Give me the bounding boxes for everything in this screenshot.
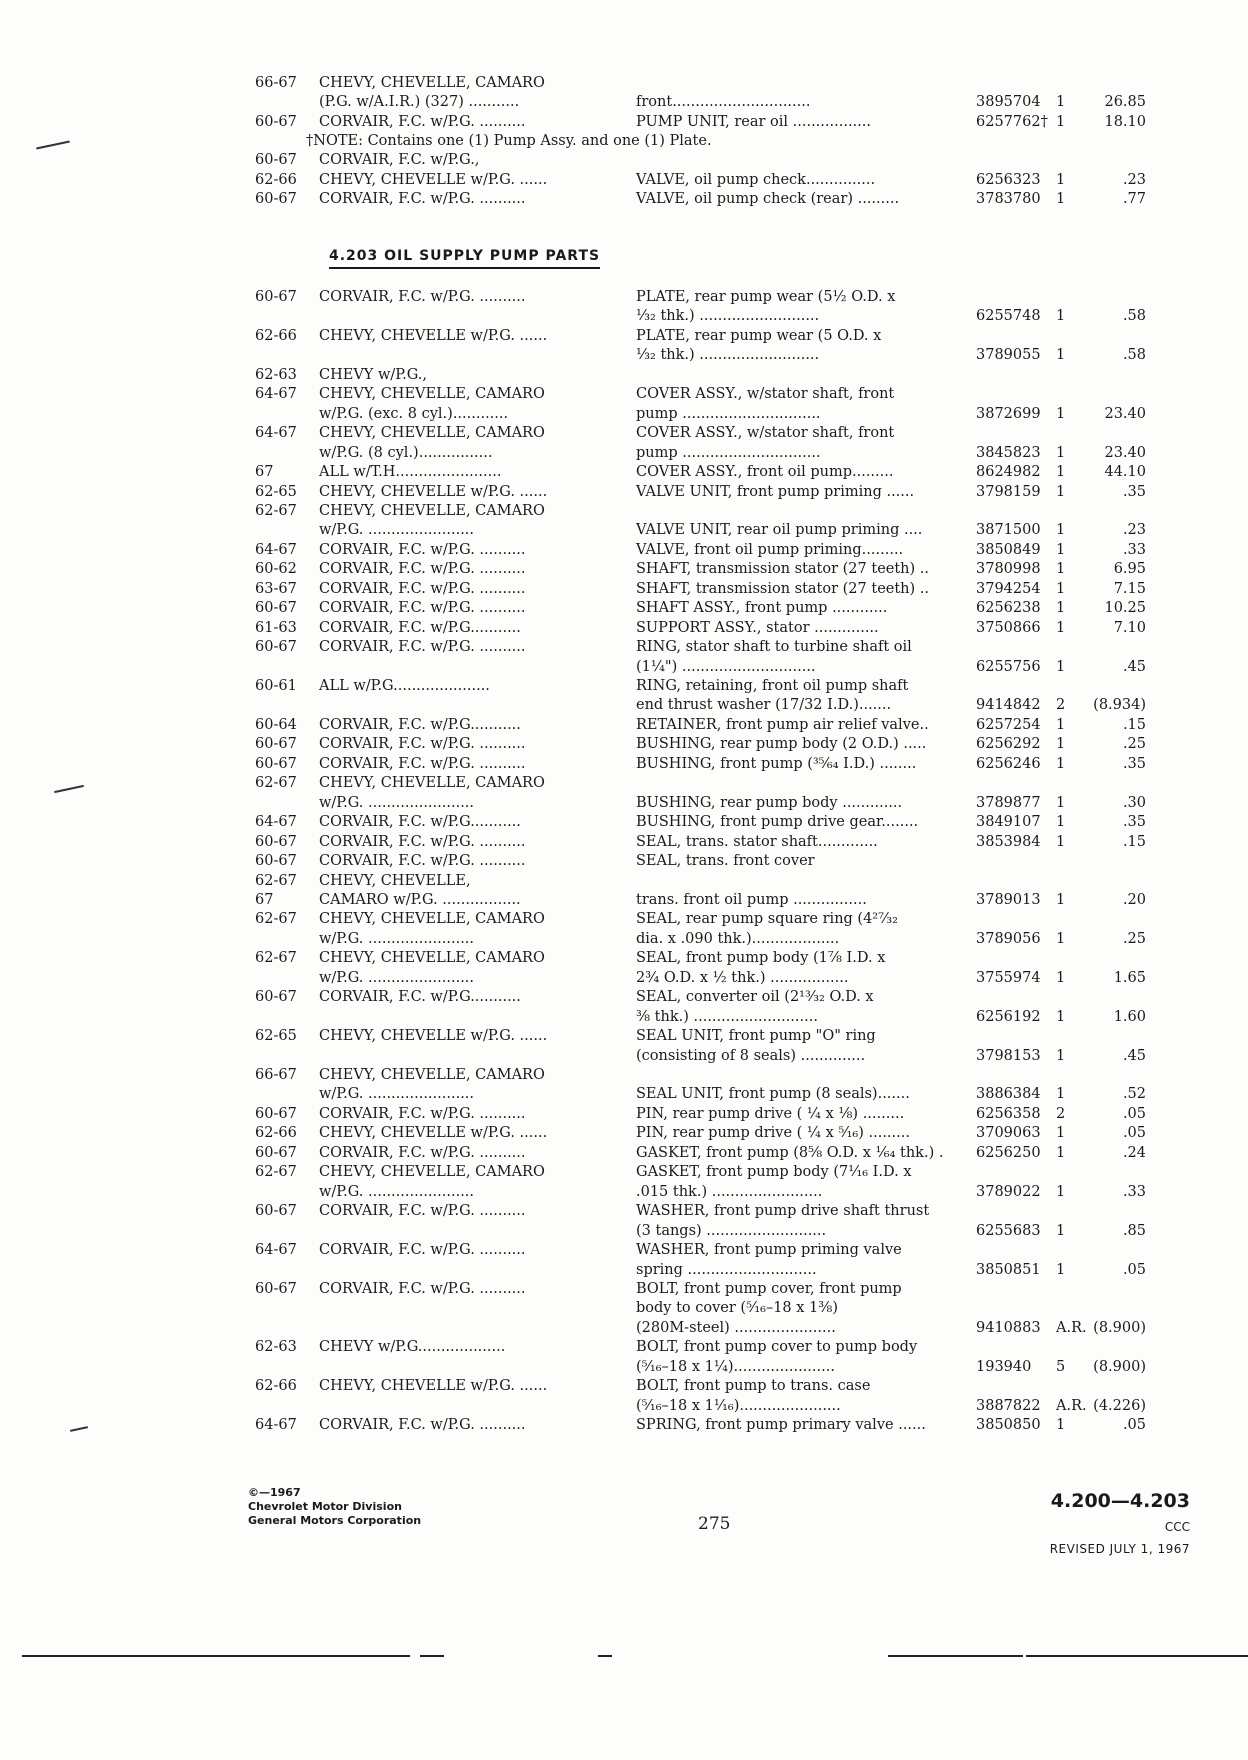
price-cell: .52 [1122, 1086, 1146, 1103]
part-number-cell: 6257762† [976, 113, 1048, 130]
part-number-cell: 3845823 [976, 444, 1041, 461]
years-cell: 62-67 [255, 950, 297, 967]
model-cell: CORVAIR, F.C. w/P.G. .......... [319, 1105, 526, 1122]
price-cell: .35 [1122, 483, 1146, 500]
copyright: ©—1967 [248, 1486, 301, 1499]
quantity-cell: 1 [1056, 814, 1066, 831]
part-number-cell: 3871500 [976, 522, 1041, 539]
price-cell: .33 [1122, 541, 1146, 558]
part-number-cell: 6256192 [976, 1008, 1041, 1025]
part-number-cell: 3872699 [976, 405, 1041, 422]
quantity-cell: 1 [1056, 1125, 1066, 1142]
model-cell: CHEVY, CHEVELLE, CAMARO [319, 775, 545, 792]
description-cell: PLATE, rear pump wear (5½ O.D. x [636, 289, 896, 305]
model-cell: CORVAIR, F.C. w/P.G. .......... [319, 600, 526, 617]
quantity-cell: 2 [1056, 1105, 1066, 1122]
years-cell: 60-67 [255, 600, 297, 617]
price-cell: .05 [1122, 1125, 1146, 1142]
years-cell: 64-67 [255, 1417, 297, 1434]
price-cell: .23 [1122, 171, 1146, 188]
model-cell: CHEVY, CHEVELLE, [319, 872, 471, 889]
quantity-cell: 1 [1056, 1086, 1066, 1103]
description-cell: VALVE, front oil pump priming......... [636, 541, 904, 558]
description-cell: VALVE, oil pump check (rear) ......... [636, 190, 900, 207]
price-cell: (4.226) [1093, 1397, 1146, 1414]
model-cell: CORVAIR, F.C. w/P.G. .......... [319, 1280, 526, 1297]
model-cell: CHEVY, CHEVELLE, CAMARO [319, 425, 545, 442]
years-cell: 60-67 [255, 853, 297, 870]
part-number-cell: 6255748 [976, 308, 1041, 325]
model-cell: CORVAIR, F.C. w/P.G. .......... [319, 1242, 526, 1259]
description-cell: ⅓₂ thk.) .......................... [636, 347, 820, 364]
quantity-cell: 1 [1056, 190, 1066, 207]
model-cell: CORVAIR, F.C. w/P.G. .......... [319, 541, 526, 558]
model-cell: CHEVY, CHEVELLE, CAMARO [319, 1164, 545, 1181]
bottom-rule-left [22, 1655, 410, 1657]
years-cell: 64-67 [255, 386, 297, 403]
part-number-cell: 6256238 [976, 600, 1041, 617]
years-cell: 64-67 [255, 814, 297, 831]
model-cell: CHEVY, CHEVELLE, CAMARO [319, 950, 545, 967]
description-cell: BUSHING, rear pump body (2 O.D.) ..... [636, 736, 927, 753]
model-cell: CHEVY, CHEVELLE w/P.G. ...... [319, 1125, 548, 1142]
model-cell: ALL w/P.G..................... [319, 678, 490, 694]
price-cell: .15 [1122, 716, 1146, 733]
quantity-cell: 1 [1056, 600, 1066, 617]
description-cell: spring ............................ [636, 1261, 817, 1278]
years-cell: 60-61 [255, 678, 297, 694]
years-cell: 62-63 [255, 1339, 297, 1356]
model-cell: CORVAIR, F.C. w/P.G. .......... [319, 853, 526, 870]
publisher-block [248, 1486, 421, 1528]
corporation-name: General Motors Corporation [248, 1514, 422, 1527]
model-cell: ALL w/T.H....................... [319, 464, 502, 481]
part-number-cell: 6256246 [976, 755, 1041, 772]
description-cell: pump .............................. [636, 444, 821, 461]
description-cell: end thrust washer (17/32 I.D.)....... [636, 697, 892, 714]
part-number-cell: 6255756 [976, 658, 1041, 675]
description-cell: ⅓₂ thk.) .......................... [636, 308, 820, 325]
part-number-cell: 3789022 [976, 1183, 1041, 1200]
description-cell: (1¼") ............................. [636, 658, 816, 675]
quantity-cell: 1 [1056, 1222, 1066, 1239]
description-cell: SEAL, converter oil (2¹³⁄₃₂ O.D. x [636, 989, 874, 1006]
years-cell: 60-67 [255, 989, 297, 1006]
years-cell: 62-66 [255, 1125, 297, 1142]
quantity-cell: 1 [1056, 736, 1066, 753]
quantity-cell: 1 [1056, 1008, 1066, 1025]
price-cell: 18.10 [1104, 113, 1146, 130]
part-number-cell: 3789877 [976, 794, 1041, 811]
model-cell: CHEVY w/P.G................... [319, 1339, 506, 1356]
part-number-cell: 6256358 [976, 1105, 1041, 1122]
part-number-cell: 3783780 [976, 190, 1041, 207]
model-cell: w/P.G. ....................... [319, 969, 475, 986]
bottom-rule-mid [888, 1655, 1023, 1657]
description-cell: PIN, rear pump drive ( ¼ x ⅛) ......... [636, 1105, 905, 1122]
price-cell: .58 [1122, 347, 1146, 364]
description-cell: SEAL, rear pump square ring (4²⁷⁄₃₂ [636, 911, 898, 928]
model-cell: CHEVY, CHEVELLE, CAMARO [319, 75, 545, 91]
description-cell: (280M-steel) ...................... [636, 1319, 836, 1336]
years-cell: 60-67 [255, 152, 297, 169]
quantity-cell: 1 [1056, 1417, 1066, 1434]
description-cell: COVER ASSY., w/stator shaft, front [636, 386, 895, 403]
model-cell: w/P.G. ....................... [319, 1086, 475, 1103]
description-cell: .015 thk.) ........................ [636, 1183, 823, 1200]
page-number: 275 [698, 1514, 731, 1534]
model-cell: CORVAIR, F.C. w/P.G., [319, 152, 480, 169]
section-info [1010, 1490, 1190, 1556]
description-cell: GASKET, front pump body (7⅟₁₆ I.D. x [636, 1164, 912, 1181]
model-cell: CHEVY, CHEVELLE, CAMARO [319, 1067, 545, 1083]
model-cell: CHEVY, CHEVELLE, CAMARO [319, 386, 545, 403]
price-cell: .05 [1122, 1105, 1146, 1122]
part-number-cell: 3789056 [976, 930, 1041, 947]
model-cell: CHEVY w/P.G., [319, 366, 427, 383]
price-cell: (8.900) [1093, 1319, 1146, 1336]
description-cell: PLATE, rear pump wear (5 O.D. x [636, 327, 882, 344]
description-cell: dia. x .090 thk.)................... [636, 930, 840, 947]
model-cell: CORVAIR, F.C. w/P.G. .......... [319, 289, 526, 305]
years-cell: 60-67 [255, 190, 297, 207]
years-cell: 62-67 [255, 502, 297, 519]
price-cell: .15 [1122, 833, 1146, 850]
part-number-cell: 6256292 [976, 736, 1041, 753]
quantity-cell: 1 [1056, 580, 1066, 597]
part-number-cell: 193940 [976, 1358, 1032, 1375]
quantity-cell: 1 [1056, 619, 1066, 636]
part-number-cell: 3850849 [976, 541, 1041, 558]
bottom-rule-dash-small [598, 1655, 612, 1657]
description-cell: VALVE UNIT, rear oil pump priming .... [636, 522, 923, 539]
part-number-cell: 9410883 [976, 1319, 1041, 1336]
revision-date: REVISED JULY 1, 1967 [1049, 1542, 1190, 1556]
price-cell: .45 [1122, 658, 1146, 675]
price-cell: (8.934) [1093, 697, 1146, 714]
model-cell: CORVAIR, F.C. w/P.G. .......... [319, 639, 526, 656]
description-cell: SUPPORT ASSY., stator .............. [636, 619, 879, 636]
description-cell: VALVE UNIT, front pump priming ...... [636, 483, 915, 500]
years-cell: 62-67 [255, 775, 297, 792]
quantity-cell: 1 [1056, 794, 1066, 811]
part-number-cell: 3789013 [976, 891, 1041, 908]
years-cell: 62-63 [255, 366, 297, 383]
part-number-cell: 3895704 [976, 94, 1041, 111]
quantity-cell: 1 [1056, 113, 1066, 130]
price-cell: .45 [1122, 1047, 1146, 1064]
part-number-cell: 3849107 [976, 814, 1041, 831]
description-cell: body to cover (⁵⁄₁₆–18 x 1⅜) [636, 1300, 838, 1317]
description-cell: WASHER, front pump drive shaft thrust [636, 1203, 930, 1220]
model-cell: CHEVY, CHEVELLE w/P.G. ...... [319, 171, 548, 188]
description-cell: BOLT, front pump cover to pump body [636, 1339, 918, 1356]
price-cell: .05 [1122, 1261, 1146, 1278]
model-cell: CHEVY, CHEVELLE w/P.G. ...... [319, 1028, 548, 1045]
quantity-cell: 1 [1056, 94, 1066, 111]
model-cell: CHEVY, CHEVELLE w/P.G. ...... [319, 1378, 548, 1395]
section-title: 4.203 OIL SUPPLY PUMP PARTS [329, 248, 600, 269]
description-cell: COVER ASSY., w/stator shaft, front [636, 425, 895, 442]
description-cell: SEAL, trans. stator shaft............. [636, 833, 878, 850]
years-cell: 60-67 [255, 1203, 297, 1220]
price-cell: 10.25 [1104, 600, 1146, 617]
quantity-cell: 5 [1056, 1358, 1066, 1375]
description-cell: RING, retaining, front oil pump shaft [636, 678, 909, 694]
description-cell: pump .............................. [636, 405, 821, 422]
quantity-cell: 1 [1056, 833, 1066, 850]
description-cell: BUSHING, front pump drive gear........ [636, 814, 919, 831]
description-cell: PIN, rear pump drive ( ¼ x ⁵⁄₁₆) ......... [636, 1125, 910, 1142]
model-cell: CORVAIR, F.C. w/P.G........... [319, 619, 521, 636]
model-cell: CHEVY, CHEVELLE, CAMARO [319, 911, 545, 928]
model-cell: CORVAIR, F.C. w/P.G........... [319, 814, 521, 831]
part-number-cell: 3886384 [976, 1086, 1041, 1103]
years-cell: 60-64 [255, 716, 297, 733]
years-cell: 66-67 [255, 75, 297, 91]
model-cell: w/P.G. ....................... [319, 930, 475, 947]
price-cell: .24 [1122, 1144, 1146, 1161]
years-cell: 60-67 [255, 1105, 297, 1122]
price-cell: 26.85 [1104, 94, 1146, 111]
description-cell: BOLT, front pump to trans. case [636, 1378, 871, 1395]
description-cell: SHAFT, transmission stator (27 teeth) .. [636, 561, 930, 578]
price-cell: 23.40 [1104, 405, 1146, 422]
model-cell: CORVAIR, F.C. w/P.G. .......... [319, 833, 526, 850]
model-cell: CORVAIR, F.C. w/P.G. .......... [319, 113, 526, 130]
binder-mark [36, 140, 70, 149]
quantity-cell: 1 [1056, 541, 1066, 558]
years-cell: 60-67 [255, 1144, 297, 1161]
years-cell: 60-62 [255, 561, 297, 578]
model-cell: CORVAIR, F.C. w/P.G. .......... [319, 1417, 526, 1434]
description-cell: BOLT, front pump cover, front pump [636, 1280, 902, 1297]
price-cell: 1.60 [1113, 1008, 1146, 1025]
part-number-cell: 9414842 [976, 697, 1041, 714]
price-cell: 7.15 [1113, 580, 1146, 597]
years-cell: 60-67 [255, 289, 297, 305]
years-cell: 63-67 [255, 580, 297, 597]
binder-mark [70, 1426, 88, 1432]
price-cell: .25 [1122, 930, 1146, 947]
division-name: Chevrolet Motor Division [248, 1500, 402, 1513]
section-code: 4.200—4.203 [1050, 1490, 1190, 1512]
binder-mark [54, 785, 84, 793]
years-cell: 62-67 [255, 911, 297, 928]
quantity-cell: 1 [1056, 444, 1066, 461]
price-cell: .35 [1122, 755, 1146, 772]
quantity-cell: 1 [1056, 347, 1066, 364]
model-cell: CORVAIR, F.C. w/P.G. .......... [319, 736, 526, 753]
model-cell: CORVAIR, F.C. w/P.G. .......... [319, 755, 526, 772]
quantity-cell: 1 [1056, 308, 1066, 325]
model-cell: w/P.G. ....................... [319, 794, 475, 811]
price-cell: 1.65 [1113, 969, 1146, 986]
quantity-cell: 1 [1056, 522, 1066, 539]
description-cell: front.............................. [636, 94, 811, 111]
description-cell: VALVE, oil pump check............... [636, 171, 876, 188]
quantity-cell: 1 [1056, 464, 1066, 481]
quantity-cell: 1 [1056, 483, 1066, 500]
description-cell: SPRING, front pump primary valve ...... [636, 1417, 926, 1434]
description-cell: (⁵⁄₁₆–18 x 1¼)...................... [636, 1358, 835, 1375]
description-cell: PUMP UNIT, rear oil ................. [636, 113, 871, 130]
description-cell: SEAL UNIT, front pump (8 seals)....... [636, 1086, 910, 1103]
model-cell: CORVAIR, F.C. w/P.G........... [319, 716, 521, 733]
part-number-cell: 3850851 [976, 1261, 1041, 1278]
description-cell: 2¾ O.D. x ½ thk.) ................. [636, 969, 849, 986]
part-number-cell: 6256250 [976, 1144, 1041, 1161]
description-cell: RETAINER, front pump air relief valve.. [636, 716, 929, 733]
quantity-cell: 1 [1056, 561, 1066, 578]
quantity-cell: 1 [1056, 1144, 1066, 1161]
description-cell: trans. front oil pump ................ [636, 891, 867, 908]
quantity-cell: 1 [1056, 658, 1066, 675]
part-number-cell: 3789055 [976, 347, 1041, 364]
price-cell: .35 [1122, 814, 1146, 831]
years-cell: 67 [255, 464, 274, 481]
price-cell: .25 [1122, 736, 1146, 753]
part-number-cell: 3750866 [976, 619, 1041, 636]
quantity-cell: 1 [1056, 1261, 1066, 1278]
years-cell: 61-63 [255, 619, 297, 636]
price-cell: 23.40 [1104, 444, 1146, 461]
description-cell: BUSHING, front pump (³⁵⁄₆₄ I.D.) ........ [636, 755, 917, 772]
model-cell: w/P.G. (8 cyl.)................ [319, 444, 493, 461]
model-cell: w/P.G. (exc. 8 cyl.)............ [319, 405, 509, 422]
note-text: †NOTE: Contains one (1) Pump Assy. and one (1) Plate. [306, 132, 712, 149]
price-cell: .30 [1122, 794, 1146, 811]
description-cell: RING, stator shaft to turbine shaft oil [636, 639, 912, 656]
description-cell: SEAL UNIT, front pump "O" ring [636, 1028, 876, 1045]
model-cell: (P.G. w/A.I.R.) (327) ........... [319, 94, 520, 111]
model-cell: CORVAIR, F.C. w/P.G. .......... [319, 561, 526, 578]
quantity-cell: 1 [1056, 969, 1066, 986]
years-cell: 62-67 [255, 872, 297, 889]
quantity-cell: A.R. [1056, 1319, 1087, 1336]
price-cell: .33 [1122, 1183, 1146, 1200]
years-cell: 60-67 [255, 755, 297, 772]
description-cell: SEAL, front pump body (1⅞ I.D. x [636, 950, 886, 967]
quantity-cell: 1 [1056, 171, 1066, 188]
years-cell: 64-67 [255, 541, 297, 558]
years-cell: 66-67 [255, 1067, 297, 1083]
description-cell: (consisting of 8 seals) .............. [636, 1047, 866, 1064]
years-cell: 62-67 [255, 1164, 297, 1181]
part-number-cell: 6257254 [976, 716, 1041, 733]
description-cell: ⅜ thk.) ........................... [636, 1008, 818, 1025]
description-cell: COVER ASSY., front oil pump......... [636, 464, 894, 481]
price-cell: .85 [1122, 1222, 1146, 1239]
quantity-cell: 1 [1056, 405, 1066, 422]
part-number-cell: 3780998 [976, 561, 1041, 578]
part-number-cell: 3887822 [976, 1397, 1041, 1414]
quantity-cell: A.R. [1056, 1397, 1087, 1414]
years-cell: 60-67 [255, 113, 297, 130]
description-cell: SHAFT ASSY., front pump ............ [636, 600, 888, 617]
quantity-cell: 1 [1056, 1183, 1066, 1200]
description-cell: (⁵⁄₁₆–18 x 1⅟₁₆)...................... [636, 1397, 841, 1414]
model-cell: w/P.G. ....................... [319, 522, 475, 539]
model-cell: CORVAIR, F.C. w/P.G. .......... [319, 190, 526, 207]
part-number-cell: 3853984 [976, 833, 1041, 850]
years-cell: 62-66 [255, 171, 297, 188]
price-cell: .77 [1122, 190, 1146, 207]
part-number-cell: 6255683 [976, 1222, 1041, 1239]
description-cell: WASHER, front pump priming valve [636, 1242, 902, 1259]
price-cell: .05 [1122, 1417, 1146, 1434]
model-cell: CORVAIR, F.C. w/P.G. .......... [319, 580, 526, 597]
price-cell: .58 [1122, 308, 1146, 325]
part-number-cell: 3850850 [976, 1417, 1041, 1434]
description-cell: SHAFT, transmission stator (27 teeth) .. [636, 580, 930, 597]
years-cell: 62-65 [255, 1028, 297, 1045]
part-number-cell: 6256323 [976, 171, 1041, 188]
price-cell: .20 [1122, 891, 1146, 908]
years-cell: 67 [255, 891, 274, 908]
price-cell: 7.10 [1113, 619, 1146, 636]
model-cell: CORVAIR, F.C. w/P.G. .......... [319, 1144, 526, 1161]
model-cell: w/P.G. ....................... [319, 1183, 475, 1200]
price-cell: .23 [1122, 522, 1146, 539]
model-cell: CHEVY, CHEVELLE w/P.G. ...... [319, 483, 548, 500]
price-cell: 6.95 [1113, 561, 1146, 578]
model-cell: CORVAIR, F.C. w/P.G. .......... [319, 1203, 526, 1220]
years-cell: 62-66 [255, 1378, 297, 1395]
description-cell: SEAL, trans. front cover [636, 853, 815, 870]
part-number-cell: 3798159 [976, 483, 1041, 500]
years-cell: 64-67 [255, 425, 297, 442]
years-cell: 60-67 [255, 639, 297, 656]
part-number-cell: 3794254 [976, 580, 1041, 597]
description-cell: BUSHING, rear pump body ............. [636, 794, 903, 811]
model-cell: CHEVY, CHEVELLE, CAMARO [319, 502, 545, 519]
bottom-rule-right [1026, 1655, 1248, 1657]
part-number-cell: 3798153 [976, 1047, 1041, 1064]
model-cell: CAMARO w/P.G. ................. [319, 891, 521, 908]
quantity-cell: 1 [1056, 1047, 1066, 1064]
quantity-cell: 2 [1056, 697, 1066, 714]
years-cell: 64-67 [255, 1242, 297, 1259]
quantity-cell: 1 [1056, 755, 1066, 772]
description-cell: (3 tangs) .......................... [636, 1222, 827, 1239]
quantity-cell: 1 [1056, 716, 1066, 733]
years-cell: 60-67 [255, 1280, 297, 1297]
price-cell: 44.10 [1104, 464, 1146, 481]
years-cell: 60-67 [255, 736, 297, 753]
years-cell: 62-66 [255, 327, 297, 344]
part-number-cell: 8624982 [976, 464, 1041, 481]
model-cell: CHEVY, CHEVELLE w/P.G. ...... [319, 327, 548, 344]
years-cell: 60-67 [255, 833, 297, 850]
price-cell: (8.900) [1093, 1358, 1146, 1375]
years-cell: 62-65 [255, 483, 297, 500]
bottom-rule-dash [420, 1655, 444, 1657]
description-cell: GASKET, front pump (8⅝ O.D. x ⅟₆₄ thk.) . [636, 1144, 944, 1161]
catalog-code: CCC [1164, 1520, 1190, 1534]
part-number-cell: 3755974 [976, 969, 1041, 986]
quantity-cell: 1 [1056, 891, 1066, 908]
part-number-cell: 3709063 [976, 1125, 1041, 1142]
quantity-cell: 1 [1056, 930, 1066, 947]
model-cell: CORVAIR, F.C. w/P.G........... [319, 989, 521, 1006]
